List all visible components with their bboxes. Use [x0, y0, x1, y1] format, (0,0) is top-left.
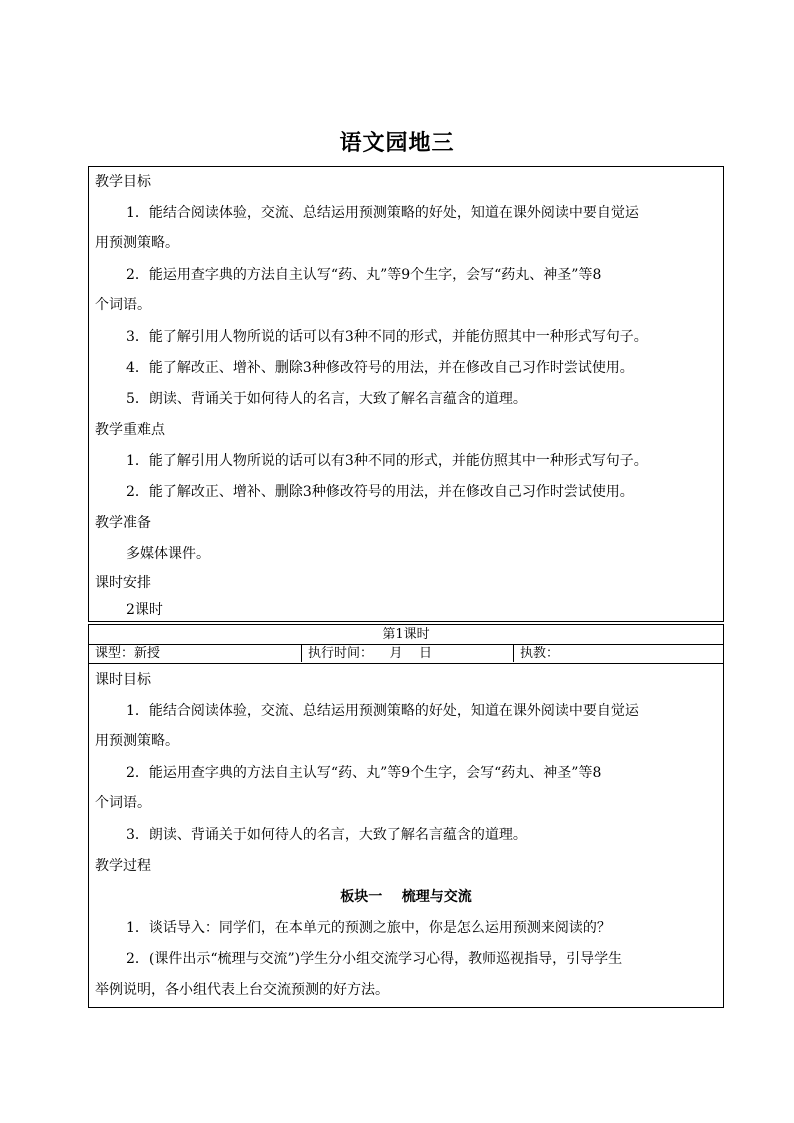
step-2-line1: 2．(课件出示“梳理与交流”)学生分小组交流学习心得，教师巡视指导，引导学生	[126, 951, 623, 967]
lesson-goal-1-line2: 用预测策略。	[95, 733, 179, 749]
step-2-line2: 举例说明，各小组代表上台交流预测的好方法。	[95, 982, 389, 998]
execution-time-cell: 执行时间： 月 日	[301, 645, 513, 662]
lesson-goal-2-line2: 个词语。	[95, 795, 151, 811]
info-row	[88, 645, 724, 664]
goal-3: 3．能了解引用人物所说的话可以有3种不同的形式，并能仿照其中一种形式写句子。	[126, 329, 648, 345]
schedule-heading: 课时安排	[95, 575, 151, 591]
step-1: 1．谈话导入：同学们，在本单元的预测之旅中，你是怎么运用预测来阅读的？	[126, 920, 611, 936]
lesson-header: 第1课时	[382, 627, 430, 642]
course-type-cell: 课型：新授	[95, 646, 161, 661]
prep-text: 多媒体课件。	[126, 546, 210, 562]
goal-5: 5．朗读、背诵关于如何待人的名言，大致了解名言蕴含的道理。	[126, 391, 527, 407]
process-heading: 教学过程	[95, 858, 151, 874]
goal-1-line1: 1．能结合阅读体验，交流、总结运用预测策略的好处，知道在课外阅读中要自觉运	[126, 205, 639, 221]
lesson-goals-heading: 课时目标	[95, 672, 151, 688]
key-point-1: 1．能了解引用人物所说的话可以有3种不同的形式，并能仿照其中一种形式写句子。	[126, 453, 648, 469]
goal-4: 4．能了解改正、增补、删除3种修改符号的用法，并在修改自己习作时尝试使用。	[126, 360, 634, 376]
goals-heading: 教学目标	[95, 174, 151, 190]
goal-1-line2: 用预测策略。	[95, 235, 179, 251]
lesson-goal-3: 3．朗读、背诵关于如何待人的名言，大致了解名言蕴含的道理。	[126, 827, 527, 843]
lesson-goal-1-line1: 1．能结合阅读体验，交流、总结运用预测策略的好处，知道在课外阅读中要自觉运	[126, 703, 639, 719]
goal-2-line1: 2．能运用查字典的方法自主认写“药、丸”等9个生字，会写“药丸、神圣”等8	[126, 267, 602, 283]
page-title: 语文园地三	[339, 130, 455, 156]
schedule-text: 2课时	[126, 602, 163, 618]
block-title: 板块一 梳理与交流	[340, 889, 472, 905]
key-point-2: 2．能了解改正、增补、删除3种修改符号的用法，并在修改自己习作时尝试使用。	[126, 484, 634, 500]
overview-section	[88, 166, 724, 622]
key-points-heading: 教学重难点	[95, 422, 165, 438]
goal-2-line2: 个词语。	[95, 297, 151, 313]
prep-heading: 教学准备	[95, 515, 151, 531]
lesson-content-section	[88, 664, 724, 1008]
lesson-goal-2-line1: 2．能运用查字典的方法自主认写“药、丸”等9个生字，会写“药丸、神圣”等8	[126, 765, 602, 781]
lesson-header-row	[88, 624, 724, 645]
teacher-cell: 执教：	[513, 645, 723, 662]
